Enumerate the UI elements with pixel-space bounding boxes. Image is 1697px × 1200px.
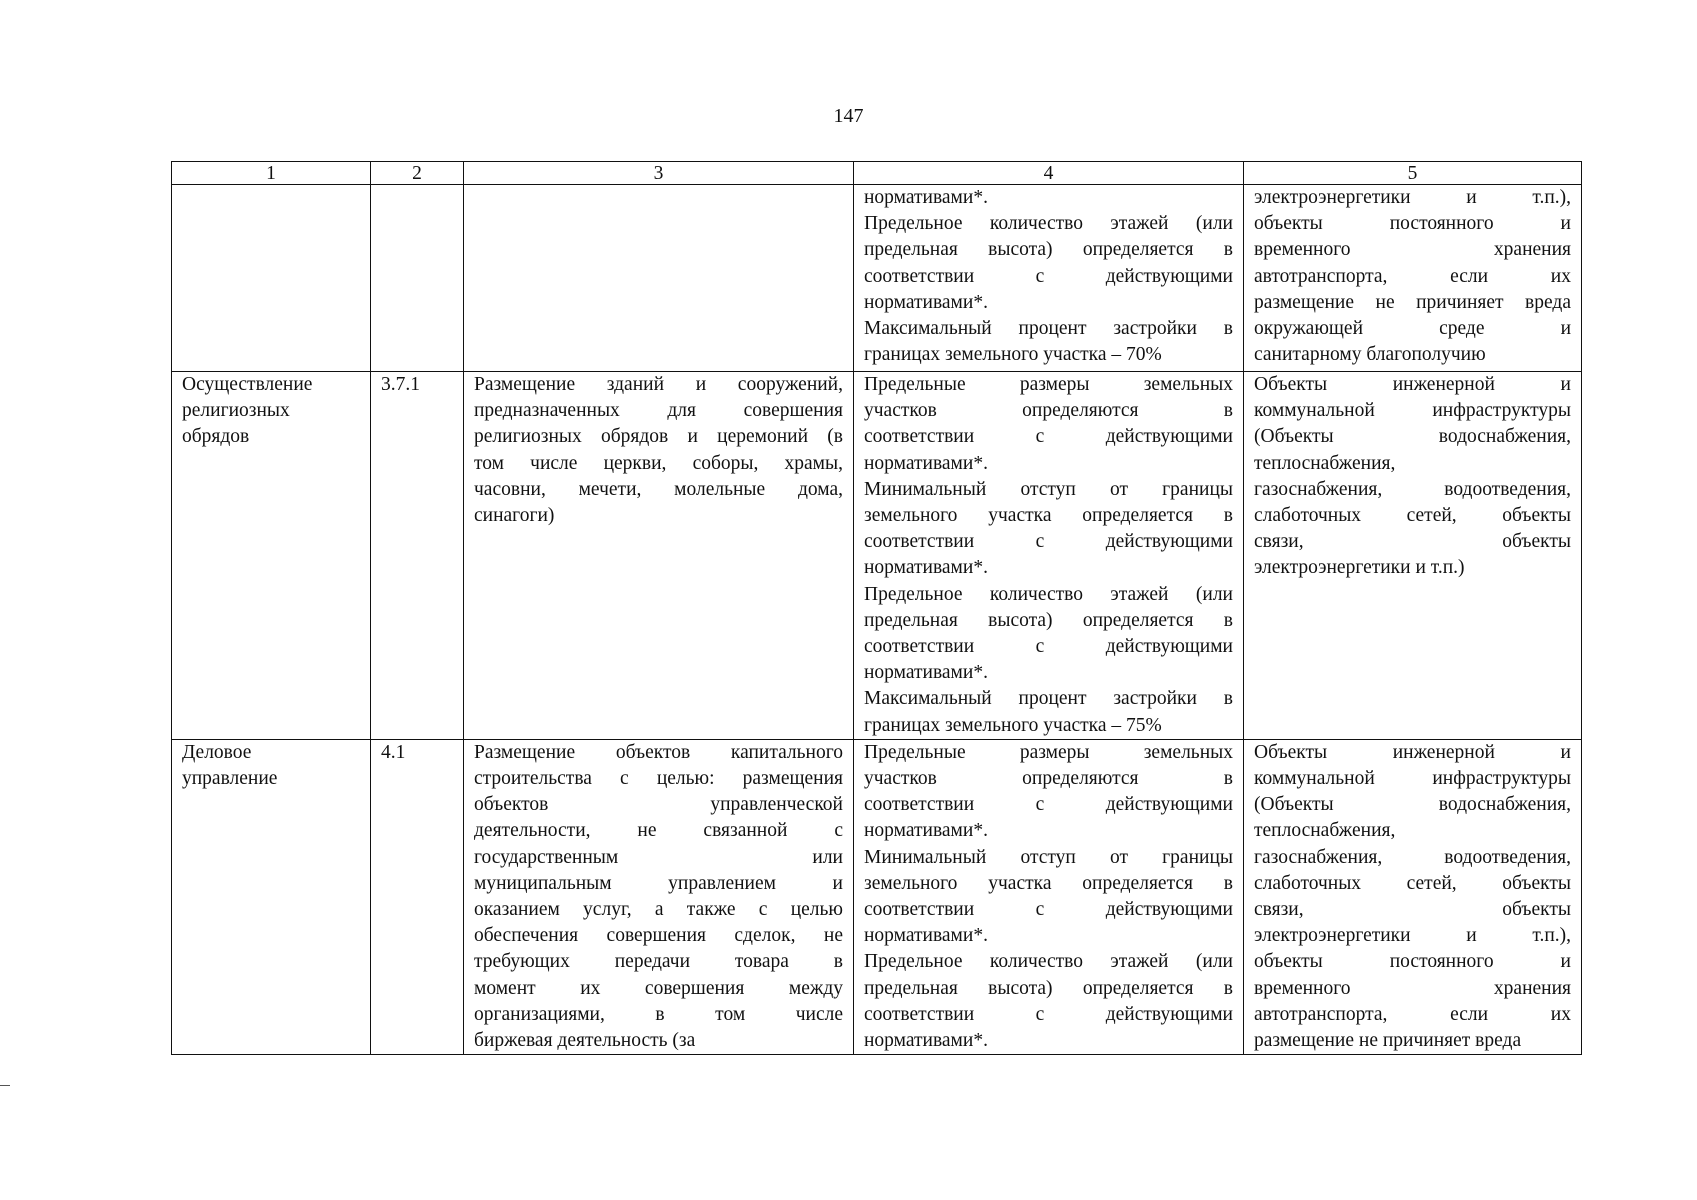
objects-line: электроэнергетики и т.п.) — [1254, 557, 1465, 579]
parameters-line: Предельное количество этажей (или — [864, 583, 1233, 605]
objects-line: теплоснабжения, — [1254, 820, 1396, 842]
description-line: объектов управленческой — [474, 794, 843, 816]
column-header-3: 3 — [464, 162, 854, 185]
scan-edge-mark — [0, 1085, 10, 1086]
cell-description — [464, 739, 854, 1054]
column-header-5: 5 — [1244, 162, 1582, 185]
description-line: требующих передачи товара в — [474, 951, 843, 973]
parameters-line: предельная высота) определяется в — [864, 977, 1233, 999]
objects-line: (Объекты водоснабжения, — [1254, 426, 1571, 448]
description-line: синагоги) — [474, 505, 555, 527]
cell-description — [464, 185, 854, 372]
objects-line: санитарному благополучию — [1254, 344, 1486, 366]
objects-line: размещение не причиняет вреда — [1254, 291, 1571, 313]
parameters-line: соответствии с действующими — [864, 794, 1233, 816]
objects-line: слаботочных сетей, объекты — [1254, 505, 1571, 527]
description-line: строительства с целью: размещения — [474, 768, 843, 790]
description-line: часовни, мечети, молельные дома, — [474, 478, 843, 500]
column-header-1: 1 — [172, 162, 371, 185]
cell-objects — [1244, 185, 1582, 372]
header-row — [172, 162, 1582, 185]
table-row-religious-rites — [172, 372, 1582, 740]
objects-line: электроэнергетики и т.п.), — [1254, 187, 1571, 208]
objects-line: Объекты инженерной и — [1254, 374, 1571, 395]
column-header-2: 2 — [371, 162, 464, 185]
objects-line: автотранспорта, если их — [1254, 265, 1571, 287]
description-line: обеспечения совершения сделок, не — [474, 925, 843, 947]
cell-classifier-code: 3.7.1 — [371, 372, 464, 740]
parameters-line: соответствии с действующими — [864, 531, 1233, 553]
parameters-line: нормативами*. — [864, 662, 988, 684]
description-line: муниципальным управлением и — [474, 872, 843, 894]
name-line: Осуществление — [182, 374, 313, 395]
description-line: Размещение зданий и сооружений, — [474, 374, 843, 395]
objects-line: газоснабжения, водоотведения, — [1254, 846, 1571, 868]
objects-line: временного хранения — [1254, 239, 1571, 261]
parameters-line: соответствии с действующими — [864, 265, 1233, 287]
name-line: Деловое — [182, 741, 252, 763]
parameters-line: земельного участка определяется в — [864, 505, 1233, 527]
page-number: 147 — [833, 105, 864, 127]
objects-line: окружающей среде и — [1254, 318, 1571, 340]
table-row-continuation — [172, 185, 1582, 372]
description-line: государственным или — [474, 846, 843, 868]
parameters-line: соответствии с действующими — [864, 899, 1233, 921]
parameters-line: Минимальный отступ от границы — [864, 478, 1233, 500]
objects-line: объекты постоянного и — [1254, 951, 1571, 973]
parameters-line: нормативами*. — [864, 925, 988, 947]
cell-parameters — [854, 372, 1244, 740]
description-line: организациями, в том числе — [474, 1003, 843, 1025]
parameters-line: земельного участка определяется в — [864, 872, 1233, 894]
land-use-regulations-table — [171, 161, 1582, 1055]
cell-classifier-code: 4.1 — [371, 739, 464, 1054]
objects-line: коммунальной инфраструктуры — [1254, 768, 1571, 790]
name-line: религиозных — [182, 400, 290, 422]
objects-line: (Объекты водоснабжения, — [1254, 794, 1571, 816]
parameters-line: границах земельного участка – 70% — [864, 344, 1162, 366]
description-line: биржевая деятельность (за — [474, 1030, 696, 1052]
name-line: обрядов — [182, 426, 250, 448]
objects-line: связи, объекты — [1254, 899, 1571, 921]
objects-line: временного хранения — [1254, 977, 1571, 999]
parameters-line: Предельное количество этажей (или — [864, 213, 1233, 235]
parameters-line: нормативами*. — [864, 291, 988, 313]
parameters-line: Максимальный процент застройки в — [864, 318, 1233, 340]
parameters-line: соответствии с действующими — [864, 636, 1233, 658]
objects-line: связи, объекты — [1254, 531, 1571, 553]
parameters-line: Предельные размеры земельных — [864, 374, 1233, 395]
objects-line: размещение не причиняет вреда — [1254, 1030, 1522, 1052]
objects-line: слаботочных сетей, объекты — [1254, 872, 1571, 894]
description-line: Размещение объектов капитального — [474, 741, 843, 763]
objects-line: коммунальной инфраструктуры — [1254, 400, 1571, 422]
parameters-line: участков определяются в — [864, 400, 1233, 422]
parameters-line: нормативами*. — [864, 452, 988, 474]
description-line: религиозных обрядов и церемоний (в — [474, 426, 843, 448]
cell-classifier-code — [371, 185, 464, 372]
cell-land-use-name — [172, 185, 371, 372]
column-header-4: 4 — [854, 162, 1244, 185]
cell-objects — [1244, 372, 1582, 740]
objects-line: Объекты инженерной и — [1254, 741, 1571, 763]
parameters-line: нормативами*. — [864, 187, 988, 208]
parameters-line: нормативами*. — [864, 557, 988, 579]
name-line: управление — [182, 768, 278, 790]
description-line: момент их совершения между — [474, 977, 843, 999]
cell-description — [464, 372, 854, 740]
parameters-line: Предельные размеры земельных — [864, 741, 1233, 763]
objects-line: теплоснабжения, — [1254, 452, 1396, 474]
parameters-line: соответствии с действующими — [864, 426, 1233, 448]
cell-land-use-name — [172, 739, 371, 1054]
cell-land-use-name — [172, 372, 371, 740]
parameters-line: нормативами*. — [864, 1030, 988, 1052]
parameters-line: границах земельного участка – 75% — [864, 714, 1162, 736]
description-line: предназначенных для совершения — [474, 400, 843, 422]
parameters-line: предельная высота) определяется в — [864, 239, 1233, 261]
description-line: том числе церкви, соборы, храмы, — [474, 452, 843, 474]
parameters-line: Максимальный процент застройки в — [864, 688, 1233, 710]
description-line: деятельности, не связанной с — [474, 820, 843, 842]
cell-parameters — [854, 739, 1244, 1054]
objects-line: автотранспорта, если их — [1254, 1003, 1571, 1025]
objects-line: объекты постоянного и — [1254, 213, 1571, 235]
cell-parameters — [854, 185, 1244, 372]
parameters-line: предельная высота) определяется в — [864, 609, 1233, 631]
objects-line: газоснабжения, водоотведения, — [1254, 478, 1571, 500]
objects-line: электроэнергетики и т.п.), — [1254, 925, 1571, 947]
parameters-line: Минимальный отступ от границы — [864, 846, 1233, 868]
table-row-business-management — [172, 739, 1582, 1054]
parameters-line: соответствии с действующими — [864, 1003, 1233, 1025]
parameters-line: Предельное количество этажей (или — [864, 951, 1233, 973]
parameters-line: участков определяются в — [864, 768, 1233, 790]
description-line: оказанием услуг, а также с целью — [474, 899, 843, 921]
cell-objects — [1244, 739, 1582, 1054]
parameters-line: нормативами*. — [864, 820, 988, 842]
